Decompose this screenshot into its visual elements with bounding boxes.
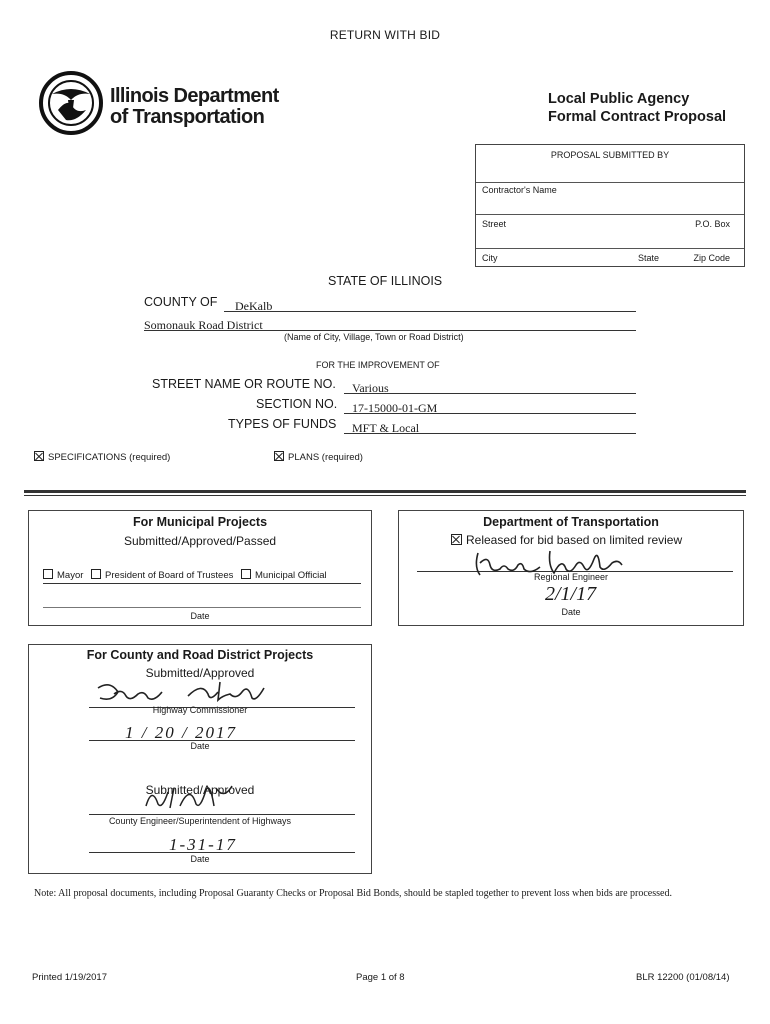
county-box-subtitle1: Submitted/Approved [145, 666, 255, 680]
street-route-field[interactable] [344, 379, 636, 394]
county-engineer-signature [140, 780, 250, 814]
plans-label: PLANS (required) [288, 452, 363, 463]
form-id: BLR 12200 (01/08/14) [636, 972, 730, 983]
section-divider [24, 490, 746, 493]
form-title [548, 90, 736, 126]
municipal-date-label: Date [190, 611, 210, 621]
street-route-value: Various [352, 381, 389, 395]
plans-checkbox[interactable] [274, 451, 284, 461]
improvement-heading: FOR THE IMPROVEMENT OF [316, 360, 440, 370]
municipality-field[interactable] [144, 316, 636, 331]
section-no-field[interactable] [344, 399, 636, 414]
highway-commissioner-signature [92, 678, 272, 708]
regional-engineer-label: Regional Engineer [533, 572, 609, 582]
dot-box-title: Department of Transportation [483, 515, 659, 529]
bottom-note: Note: All proposal documents, including Proposal Guaranty Checks or Proposal Bid Bonds, should be stapled together to prevent loss when bids are processed. [34, 888, 672, 899]
county-box-subtitle2: Submitted/Approved [145, 783, 255, 797]
form-title-line2: Formal Contract Proposal [548, 109, 727, 125]
county-value: DeKalb [235, 299, 273, 313]
section-no-label: SECTION NO. [256, 397, 338, 411]
mayor-checkbox[interactable] [43, 569, 53, 579]
county-date2-label: Date [190, 854, 210, 864]
state-label: State [638, 253, 660, 263]
specifications-check[interactable] [34, 451, 170, 463]
city-state-zip-field[interactable] [476, 249, 744, 267]
municipality-value: Somonauk Road District [144, 318, 263, 332]
municipal-projects-box [28, 510, 372, 626]
regional-engineer-signature [470, 545, 630, 583]
return-with-bid-label: RETURN WITH BID [329, 28, 441, 42]
street-label: Street [482, 219, 507, 229]
agency-name [110, 86, 279, 128]
form-title-line1: Local Public Agency [548, 91, 690, 107]
plans-check[interactable] [274, 451, 363, 463]
highway-commissioner-label: Highway Commissioner [152, 705, 248, 715]
specifications-checkbox[interactable] [34, 451, 44, 461]
section-divider-thin [24, 495, 746, 496]
released-label: Released for bid based on limited review [466, 533, 683, 547]
county-label: COUNTY OF [144, 295, 218, 309]
county-engineer-label: County Engineer/Superintendent of Highways [108, 816, 292, 826]
president-checkbox[interactable] [91, 569, 101, 579]
municipal-official-checkbox[interactable] [241, 569, 251, 579]
state-heading: STATE OF ILLINOIS [328, 274, 443, 288]
county-box-title: For County and Road District Projects [86, 648, 314, 662]
dot-date-value: 2/1/17 [545, 583, 597, 605]
agency-name-line2: of Transportation [110, 106, 265, 128]
municipality-caption: (Name of City, Village, Town or Road District) [284, 332, 464, 342]
released-checkbox[interactable] [451, 534, 462, 545]
page-number: Page 1 of 8 [356, 972, 405, 983]
proposal-submitted-by-box [475, 144, 745, 267]
municipal-official-label: Municipal Official [255, 570, 327, 581]
mayor-label: Mayor [57, 570, 84, 581]
printed-date: Printed 1/19/2017 [32, 972, 108, 983]
types-of-funds-field[interactable] [344, 419, 636, 434]
types-of-funds-label: TYPES OF FUNDS [228, 417, 337, 431]
street-route-label: STREET NAME OR ROUTE NO. [152, 377, 336, 391]
dot-date-label: Date [561, 607, 581, 617]
county-date2-line[interactable] [89, 851, 355, 853]
county-date1-value: 1 / 20 / 2017 [125, 723, 237, 742]
po-box-label: P.O. Box [695, 219, 730, 229]
section-no-value: 17-15000-01-GM [352, 401, 438, 415]
proposal-box-title: PROPOSAL SUBMITTED BY [550, 150, 670, 160]
president-label: President of Board of Trustees [105, 570, 234, 581]
zip-code-label: Zip Code [693, 253, 730, 263]
contractor-name-label: Contractor's Name [482, 185, 557, 195]
municipal-date-line[interactable] [43, 603, 361, 608]
street-field[interactable] [476, 215, 744, 249]
municipal-box-subtitle: Submitted/Approved/Passed [123, 534, 277, 548]
county-date2-value: 1-31-17 [169, 835, 237, 854]
city-label: City [482, 253, 498, 263]
municipal-box-title: For Municipal Projects [132, 515, 268, 529]
types-of-funds-value: MFT & Local [352, 421, 420, 435]
municipal-signer-options [43, 569, 361, 584]
specifications-label: SPECIFICATIONS (required) [48, 452, 171, 463]
idot-logo-icon [38, 70, 104, 136]
contractor-name-field[interactable] [476, 183, 744, 215]
agency-name-line1: Illinois Department [110, 85, 279, 107]
county-field[interactable] [224, 297, 636, 312]
county-date1-label: Date [190, 741, 210, 751]
